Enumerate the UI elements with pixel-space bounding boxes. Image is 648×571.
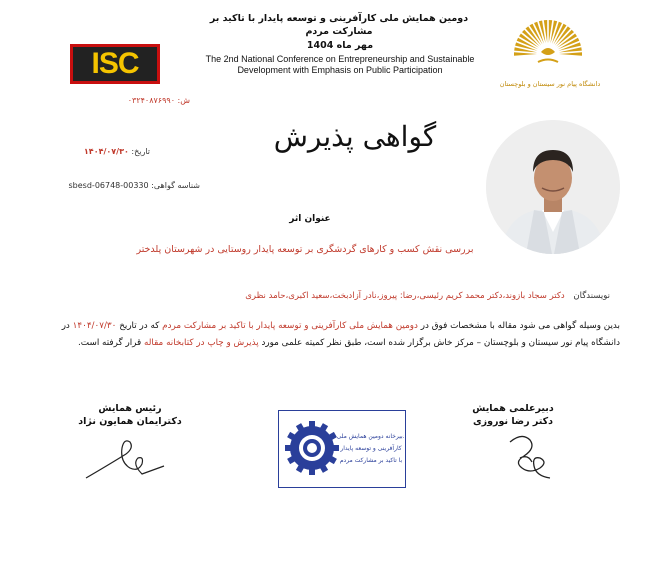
authors-names: دکتر سجاد بازوند،دکتر محمد کریم رئیسی،رضا: پیروز،نادر آزادبخت،سعید اکبری،حامد نظری xyxy=(245,291,565,301)
certificate-date xyxy=(40,147,150,156)
portrait-image xyxy=(486,120,620,254)
secretary-signature xyxy=(500,428,560,484)
body-part-3: در xyxy=(61,321,70,331)
conference-president xyxy=(75,402,185,428)
date-label: تاریخ: xyxy=(131,147,150,156)
conference-date: مهر ماه 1404 xyxy=(306,40,374,51)
certificate-title: گواهی پذیرش xyxy=(273,120,437,153)
date-value: ۱۴۰۴/۰۷/۳۰ xyxy=(83,147,129,156)
conference-title-en xyxy=(190,54,490,76)
gear-icon xyxy=(285,421,339,475)
president-signature xyxy=(80,434,170,484)
conference-title-en-line1: The 2nd National Conference on Entrepreneurship and Sustainable xyxy=(205,54,475,64)
authors-label: نویسندگان xyxy=(573,291,610,301)
certificate-code xyxy=(40,181,200,190)
work-label: عنوان اثر xyxy=(289,214,331,224)
body-part-4: دانشگاه پیام نور سیستان و بلوچستان – مرکز خاش برگزار شده است، طبق نظر کمیته علمی مورد xyxy=(261,338,620,348)
stamp-line-1: دبیرخانه دومین همایش ملی xyxy=(336,433,404,440)
conference-title-fa: دومین همایش ملی کارآفرینی و توسعه پایدار با تاکید بر مشارکت مردم xyxy=(209,13,469,37)
conference-president-name: دکترایمان همایون نژاد xyxy=(78,416,182,427)
body-part-1: بدین وسیله گواهی می شود مقاله با مشخصات فوق در xyxy=(420,321,620,331)
university-name: دانشگاه پیام نور سیستان و بلوچستان xyxy=(499,80,601,88)
scientific-secretary xyxy=(463,402,563,428)
conference-stamp xyxy=(278,410,406,488)
isc-logo-text: ISC xyxy=(91,47,139,80)
scientific-secretary-role: دبیرعلمی همایش xyxy=(472,403,554,414)
authors xyxy=(195,291,610,301)
isc-logo xyxy=(70,44,160,84)
stamp-graphic xyxy=(279,411,404,486)
university-logo xyxy=(508,14,588,88)
certificate-body xyxy=(45,318,620,352)
body-part-5: قرار گرفته است. xyxy=(78,338,142,348)
stamp-line-3: با تاکید بر مشارکت مردم xyxy=(339,457,403,464)
scientific-secretary-name: دکتر رضا نوروزی xyxy=(472,416,554,427)
conference-title-en-line2: Development with Emphasis on Public Participation xyxy=(237,65,443,75)
code-value: sbesd-06748-00330 xyxy=(68,181,149,190)
body-part-2: که در تاریخ xyxy=(119,321,160,331)
code-label: شناسه گواهی: xyxy=(151,181,200,190)
certificate-number: ش: ۰۳۲۴۰۸۷۶۹۹۰ xyxy=(127,96,190,105)
stamp-line-2: کارآفرینی و توسعه پایدار xyxy=(340,445,402,452)
work-title: بررسی نقش کسب و کارهای گردشگری بر توسعه پایدار روستایی در شهرستان پلدختر xyxy=(136,244,474,255)
author-photo xyxy=(486,120,620,254)
body-conference: دومین همایش ملی کارآفرینی و توسعه پایدار با تاکید بر مشارکت مردم xyxy=(162,321,418,331)
conference-president-role: رئیس همایش xyxy=(98,403,162,414)
body-accept: پذیرش و چاپ در کتابخانه مقاله xyxy=(144,338,259,348)
body-date: ۱۴۰۴/۰۷/۳۰ xyxy=(72,321,117,331)
